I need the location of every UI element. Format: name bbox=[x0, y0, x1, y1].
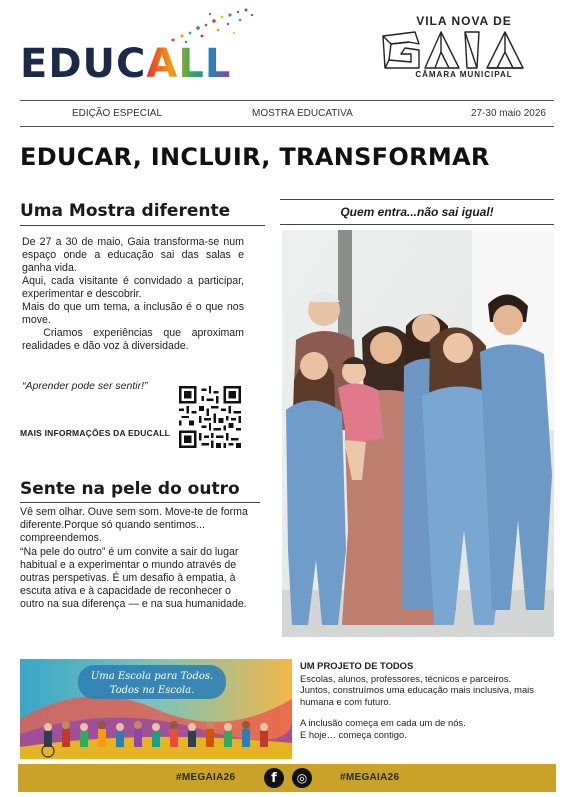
article1-paragraph: Criamos experiências que aproximam realidades e dão voz à diversidade. bbox=[22, 327, 244, 352]
project-paragraph: Juntos, construímos uma educação mais inclusiva, mais humana e com futuro. bbox=[300, 684, 534, 707]
main-headline: EDUCAR, INCLUIR, TRANSFORMAR bbox=[20, 143, 490, 171]
inclusion-banner bbox=[20, 659, 292, 759]
group-photo bbox=[282, 230, 554, 637]
project-info bbox=[300, 660, 556, 741]
article2-body bbox=[20, 506, 256, 612]
header-divider-bottom bbox=[20, 126, 554, 127]
edition-meta-bar bbox=[20, 108, 554, 124]
banner-line2: Todos na Escola. bbox=[109, 685, 195, 696]
tagline-rule-top bbox=[280, 199, 554, 200]
banner-line1: Uma Escola para Todos. bbox=[90, 671, 214, 682]
edition-label: EDIÇÃO ESPECIAL bbox=[72, 108, 163, 119]
project-closing: A inclusão começa em cada um de nós. bbox=[300, 717, 466, 729]
municipality-top-text: VILA NOVA DE bbox=[416, 14, 512, 28]
footer-bar bbox=[18, 764, 556, 792]
article2-title-rule bbox=[20, 502, 260, 503]
logo-accent-text: ALL bbox=[146, 41, 232, 87]
section-label: MOSTRA EDUCATIVA bbox=[252, 108, 353, 119]
project-spacer bbox=[300, 707, 556, 717]
article1-paragraph: Aqui, cada visitante é convidado a participar, experimentar e descobrir. bbox=[22, 275, 244, 300]
photo-tagline: Quem entra...não sai igual! bbox=[340, 205, 494, 219]
project-closing: E hoje… começa contigo. bbox=[300, 728, 407, 740]
article1-title: Uma Mostra diferente bbox=[20, 201, 231, 221]
article2-paragraph: “Na pele do outro” é um convite a sair do lugar habitual e a experimentar o mundo através de outras perspetivas. É um desafio à empatia, à escuta ativa e à capacidade de reconhecer o outro na sua diferença — e na sua humanidade. bbox=[20, 545, 247, 611]
project-paragraph: Escolas, alunos, professores, técnicos e parceiros. bbox=[300, 672, 512, 684]
dates-label: 27-30 maio 2026 bbox=[470, 108, 546, 119]
educall-logo bbox=[20, 36, 232, 87]
article1-quote: “Aprender pode ser sentir!” bbox=[22, 380, 148, 392]
article1-paragraph: Mais do que um tema, a inclusão é o que nos move. bbox=[22, 301, 244, 326]
municipality-logo bbox=[374, 14, 554, 79]
qr-code[interactable] bbox=[179, 386, 241, 448]
header-divider-top bbox=[20, 100, 554, 101]
article1-title-rule bbox=[20, 225, 265, 226]
hashtag-left[interactable]: #MEGAIA26 bbox=[176, 772, 236, 783]
hashtag-right[interactable]: #MEGAIA26 bbox=[340, 772, 400, 783]
article1-body bbox=[22, 236, 244, 353]
facebook-icon[interactable]: f bbox=[264, 768, 284, 788]
tagline-rule-bottom bbox=[280, 224, 554, 225]
article2-paragraph: Vê sem olhar. Ouve sem som. Move-te de forma diferente.Porque só quando sentimos... compreendemos. bbox=[20, 506, 248, 545]
more-info-link[interactable]: MAIS INFORMAÇÕES DA EDUCALL bbox=[20, 428, 171, 438]
article2-title: Sente na pele do outro bbox=[20, 479, 240, 499]
logo-main-text: EDUC bbox=[20, 41, 147, 87]
municipality-bottom-text: CÂMARA MUNICIPAL bbox=[415, 70, 513, 79]
article1-paragraph: De 27 a 30 de maio, Gaia transforma-se num espaço onde a educação sai das salas e ganha vida. bbox=[22, 236, 244, 274]
project-title: UM PROJETO DE TODOS bbox=[300, 660, 414, 671]
gaia-geometric-wordmark bbox=[379, 30, 549, 70]
instagram-icon[interactable]: ◎ bbox=[292, 768, 312, 788]
